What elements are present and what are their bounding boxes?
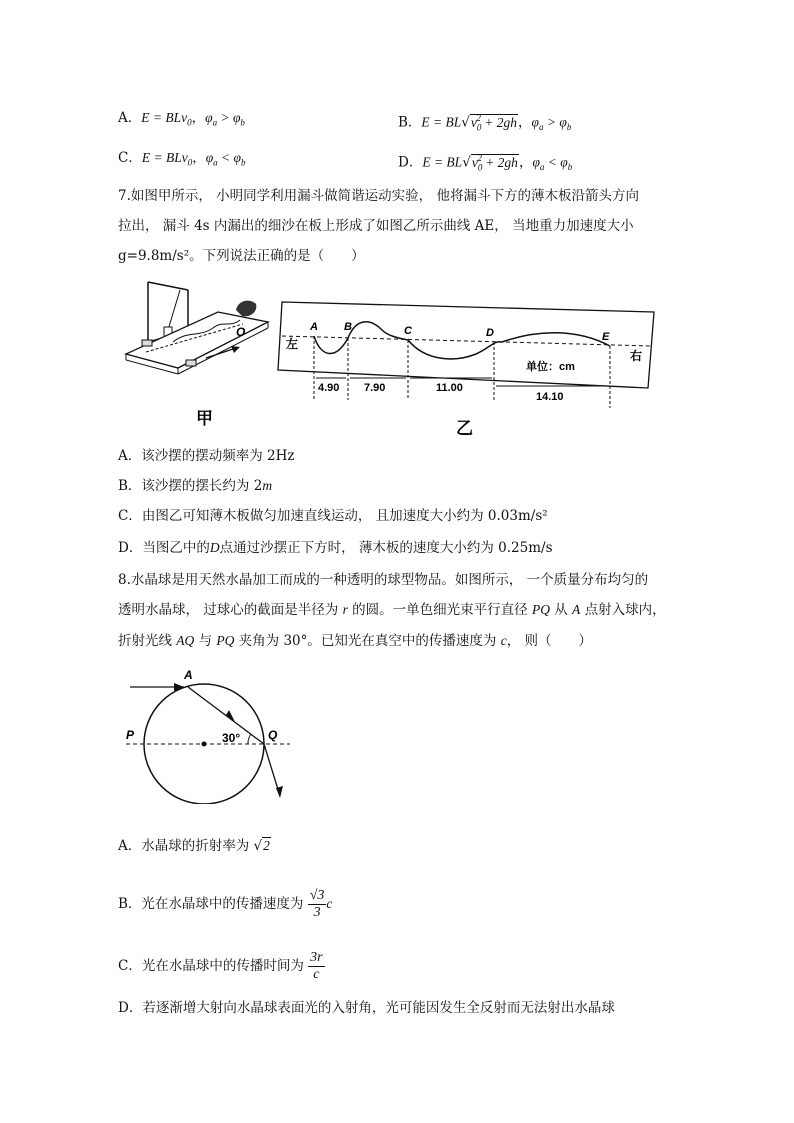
q8-stem-line1: 8.水晶球是用天然水晶加工而成的一种透明的球型物品。如图所示， 一个质量分布均匀的 — [118, 572, 649, 588]
q8-option-d: D．若逐渐增大射向水晶球表面光的入射角，光可能因发生全反射而无法射出水晶球 — [118, 1000, 615, 1016]
q8-stem-line3: 折射光线 AQ 与 PQ 夹角为 30°。已知光在真空中的传播速度为 c， 则（ ） — [118, 633, 592, 649]
figure-crystal-ball — [118, 664, 308, 804]
figure-jia — [118, 272, 278, 432]
segment-cd: 11.00 — [436, 382, 463, 394]
q8-stem-line2: 透明水晶球， 过球心的截面是半径为 r 的圆。一单色细光束平行直径 PQ 从 A 点射入球内， — [118, 602, 666, 618]
right-label: 右 — [630, 349, 643, 363]
q7-stem-line2: 拉出， 漏斗 4s 内漏出的细沙在板上形成了如图乙所示曲线 AE， 当地重力加速度大小 — [118, 218, 634, 234]
figure-yi — [276, 290, 660, 440]
unit-label: 单位：cm — [526, 361, 575, 373]
wave-point-d: D — [486, 327, 494, 339]
q6-option-c: C．E = BLv$_0$，$\varphi_a < \varphi_b$ — [118, 150, 246, 168]
q6-option-a: A．E = BLv$_0$，$\varphi_a > \varphi_b$ — [118, 110, 245, 128]
segment-ab: 4.90 — [318, 382, 340, 394]
segment-de: 14.10 — [536, 391, 564, 403]
wave-point-e: E — [602, 331, 610, 343]
left-label: 左 — [286, 337, 299, 351]
wave-point-c: C — [404, 325, 412, 337]
wave-point-a: A — [310, 321, 318, 333]
q6-option-d: D．$E = BL√v_0^2 + 2gh$，$\varphi_a < \varphi_b$ — [398, 153, 573, 173]
figure-jia-caption: 甲 — [196, 409, 213, 428]
q7-option-c: C．由图乙可知薄木板做匀加速直线运动， 且加速度大小约为 0.03m/s² — [118, 508, 548, 524]
q8-option-b: B．光在水晶球中的传播速度为 $\frac{√3}{3}$ c — [118, 888, 333, 920]
q7-option-d: D．当图乙中的D点通过沙摆正下方时， 薄木板的速度大小约为 0.25m/s — [118, 540, 553, 556]
point-a-label: A — [184, 668, 193, 682]
q7-option-b: B．该沙摆的摆长约为 2m — [118, 478, 273, 494]
point-p-label: P — [126, 728, 135, 742]
q7-stem-line1: 7.如图甲所示， 小明同学利用漏斗做简谐运动实验， 他将漏斗下方的薄木板沿箭头方向 — [118, 188, 639, 204]
q6-option-b: B．$E = BL√v_0^2 + 2gh$，$\varphi_a > \varphi_b$ — [398, 113, 572, 133]
figure-yi-caption: 乙 — [456, 419, 473, 438]
angle-label: 30° — [222, 731, 241, 745]
point-q-label: Q — [268, 728, 278, 742]
wave-point-b: B — [344, 321, 352, 333]
q7-stem-line3: g=9.8m/s²。下列说法正确的是（ ） — [118, 248, 365, 264]
q8-option-a: A．水晶球的折射率为 √2 — [118, 838, 270, 854]
segment-bc: 7.90 — [364, 382, 386, 394]
q8-option-c: C．光在水晶球中的传播时间为 $\frac{3r}{c}$ — [118, 950, 323, 982]
figure-jia-o-label: O — [236, 325, 246, 339]
q7-option-a: A．该沙摆的摆动频率为 2Hz — [118, 448, 295, 464]
